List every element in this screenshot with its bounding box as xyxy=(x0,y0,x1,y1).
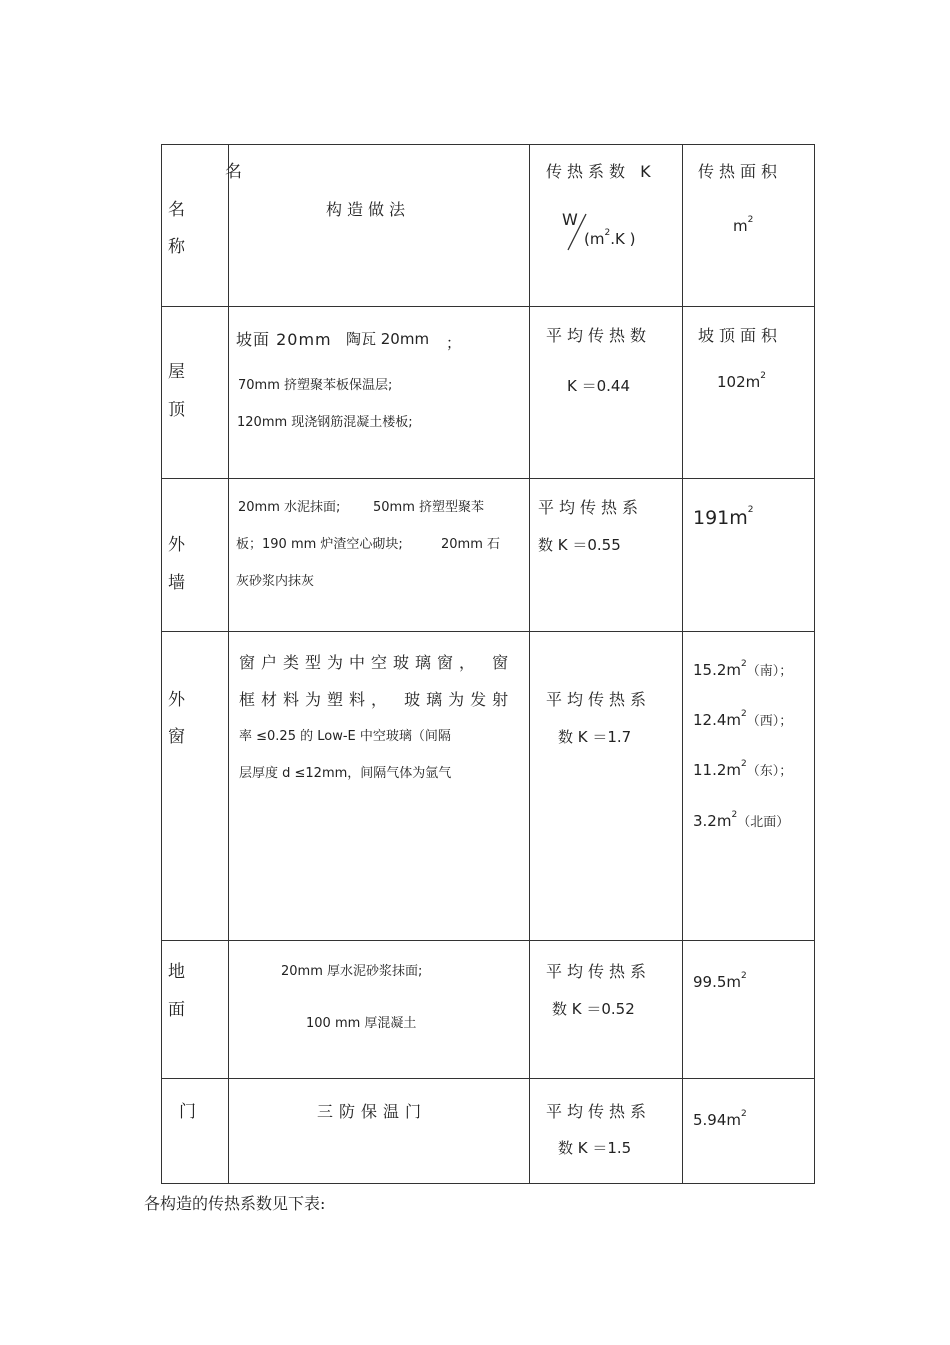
window-method-2: 框材料为塑料， 玻璃为发射 xyxy=(239,690,515,709)
row-name-2: 面 xyxy=(168,1000,185,1020)
header-method: 构造做法 xyxy=(326,200,411,219)
window-area-west: $12.4m^2$（西）； xyxy=(693,709,793,729)
roof-method-3: 120mm 现浇钢筋混凝土楼板; xyxy=(237,415,413,430)
column-divider xyxy=(228,144,229,1184)
door-method-1: 三防保温门 xyxy=(317,1102,428,1121)
wall-k-label: 平均传热系 xyxy=(538,498,644,517)
header-name-2: 称 xyxy=(168,237,185,257)
floor-area-value: $99.5m^2$ xyxy=(693,971,747,991)
header-k-unit-den: ($m^2.K$ ) xyxy=(584,228,636,248)
header-area-title: 传热面积 xyxy=(698,162,783,181)
row-name-1: 外 xyxy=(168,535,185,555)
roof-area-label: 坡顶面积 xyxy=(698,326,783,345)
window-k-label: 平均传热系 xyxy=(546,690,652,709)
roof-method-1a: 坡面 20mm xyxy=(236,330,332,349)
column-divider xyxy=(682,144,683,1184)
wall-method-3: 灰砂浆内抹灰 xyxy=(236,574,315,589)
roof-k-value: K ＝0.44 xyxy=(567,377,631,395)
column-divider xyxy=(529,144,530,1184)
row-divider xyxy=(161,1078,815,1079)
row-name-1: 屋 xyxy=(168,362,185,382)
header-k-unit-num: W xyxy=(562,210,578,229)
door-area-value: $5.94m^2$ xyxy=(693,1109,747,1129)
window-method-1: 窗户类型为中空玻璃窗， 窗 xyxy=(239,653,515,672)
row-name-1: 门 xyxy=(179,1102,196,1122)
floor-method-2: 100 mm 厚混凝土 xyxy=(306,1016,417,1031)
roof-method-2: 70mm 挤塑聚苯板保温层; xyxy=(238,378,393,393)
floor-k-value: 数 K ＝0.52 xyxy=(552,1000,635,1018)
wall-area-value: $191m^2$ xyxy=(693,505,754,529)
floor-k-label: 平均传热系 xyxy=(546,962,652,981)
window-method-3: 率 ≤0.25 的 Low-E 中空玻璃（间隔 xyxy=(239,729,451,744)
wall-method-1b: 50mm 挤塑型聚苯 xyxy=(373,500,485,515)
table-border-bottom xyxy=(161,1183,815,1184)
window-method-4: 层厚度 d ≤12mm，间隔气体为氩气 xyxy=(239,766,452,781)
roof-method-1b: 陶瓦 20mm xyxy=(346,330,430,348)
door-k-label: 平均传热系 xyxy=(546,1102,652,1121)
table-caption: 各构造的传热系数见下表: xyxy=(144,1194,326,1213)
door-k-value: 数 K ＝1.5 xyxy=(558,1139,632,1157)
row-name-1: 外 xyxy=(168,690,185,710)
row-name-2: 顶 xyxy=(168,400,185,420)
row-name-2: 窗 xyxy=(168,727,185,747)
roof-area-value: $102m^2$ xyxy=(717,371,766,391)
row-divider xyxy=(161,478,815,479)
wall-method-1a: 20mm 水泥抹面; xyxy=(238,500,341,515)
row-divider xyxy=(161,940,815,941)
header-name-top: 名 xyxy=(225,162,242,182)
column-divider xyxy=(161,144,162,1184)
window-area-south: $15.2m^2$（南）； xyxy=(693,659,793,679)
column-divider xyxy=(814,144,815,1184)
row-divider xyxy=(161,631,815,632)
row-name-2: 墙 xyxy=(168,573,185,593)
window-area-east: $11.2m^2$（东）； xyxy=(693,759,793,779)
wall-method-2a: 板；190 mm 炉渣空心砌块; xyxy=(236,537,403,552)
roof-method-1c: ； xyxy=(446,334,462,352)
header-area-unit: $m^2$ xyxy=(733,215,754,235)
row-divider xyxy=(161,306,815,307)
table-border-top xyxy=(161,144,815,145)
row-name-1: 地 xyxy=(168,962,185,982)
floor-method-1: 20mm 厚水泥砂浆抹面; xyxy=(281,964,423,979)
roof-k-label: 平均传热数 xyxy=(546,326,652,345)
wall-method-2b: 20mm 石 xyxy=(441,537,501,552)
header-name-1: 名 xyxy=(168,200,185,220)
window-area-north: $3.2m^2$（北面） xyxy=(693,810,790,830)
header-k-title: 传热系数 K xyxy=(546,162,656,181)
window-k-value: 数 K ＝1.7 xyxy=(558,728,632,746)
wall-k-value: 数 K ＝0.55 xyxy=(538,536,621,554)
